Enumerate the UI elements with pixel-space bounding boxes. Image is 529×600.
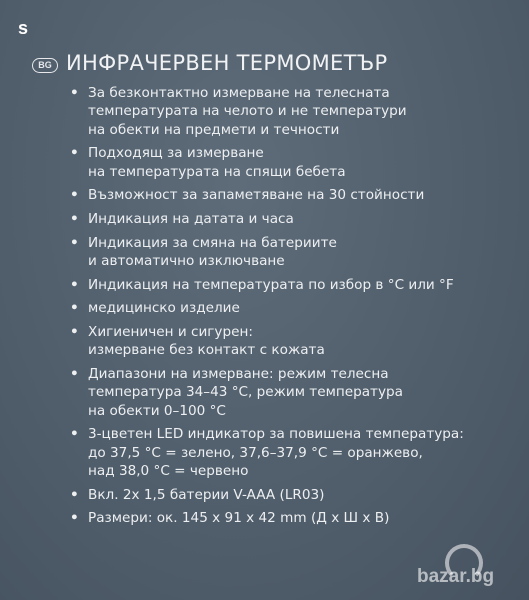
feature-line: на температурата на спящи бебета bbox=[88, 163, 346, 180]
feature-item bbox=[70, 144, 510, 181]
feature-line: Индикация на датата и часа bbox=[88, 211, 294, 227]
bullet-icon: • bbox=[70, 365, 79, 382]
bullet-icon: • bbox=[70, 187, 79, 204]
bullet-icon: • bbox=[70, 145, 79, 162]
feature-item bbox=[70, 486, 510, 504]
feature-list bbox=[70, 84, 510, 533]
feature-item bbox=[70, 323, 510, 360]
feature-line: Вкл. 2x 1,5 батерии V-AAA (LR03) bbox=[88, 486, 325, 503]
site-watermark bbox=[417, 552, 521, 588]
feature-line: Подходящ за измерване bbox=[88, 145, 264, 162]
feature-line: измерване без контакт с кожата bbox=[88, 342, 325, 359]
feature-item bbox=[70, 425, 510, 480]
feature-line: Диапазони на измерване: режим телесна bbox=[88, 365, 389, 382]
feature-line: на обекти на предмети и течности bbox=[88, 121, 340, 138]
feature-line: 3-цветен LED индикатор за повишена температура: bbox=[88, 426, 464, 443]
feature-item bbox=[70, 234, 510, 271]
bullet-icon: • bbox=[70, 300, 79, 317]
feature-line: Размери: ок. 145 x 91 x 42 mm (Д x Ш x В) bbox=[88, 510, 390, 527]
feature-line: медицинско изделие bbox=[88, 300, 240, 317]
feature-line: на обекти 0–100 °C bbox=[88, 402, 226, 419]
bullet-icon: • bbox=[70, 510, 79, 527]
feature-item bbox=[70, 186, 510, 204]
feature-line: Индикация за смяна на батериите bbox=[88, 234, 337, 251]
bullet-icon: • bbox=[70, 426, 79, 443]
feature-line: Възможност за запаметяване на 30 стойности bbox=[88, 187, 425, 204]
feature-line: За безконтактно измерване на телесната bbox=[88, 85, 390, 101]
bullet-icon: • bbox=[70, 486, 79, 503]
feature-item bbox=[70, 84, 510, 139]
feature-line: температура 34–43 °C, режим температура bbox=[88, 384, 403, 401]
bullet-icon: • bbox=[70, 234, 79, 251]
feature-item bbox=[70, 210, 510, 228]
feature-line: температурата на челото и не температури bbox=[88, 103, 407, 120]
language-badge: BG bbox=[32, 58, 58, 73]
corner-letter: s bbox=[18, 18, 29, 38]
product-heading: ИНФРАЧЕРВЕН ТЕРМОМЕТЪР bbox=[66, 51, 388, 75]
feature-item bbox=[70, 299, 510, 317]
feature-line: Хигиеничен и сигурен: bbox=[88, 323, 253, 340]
feature-line: до 37,5 °C = зелено, 37,6–37,9 °C = оранжево, bbox=[88, 444, 423, 461]
feature-item bbox=[70, 276, 510, 294]
bullet-icon: • bbox=[70, 276, 79, 293]
watermark-text: bazar.bg bbox=[417, 566, 495, 587]
feature-line: Индикация на температурата по избор в °C или °F bbox=[88, 276, 454, 293]
feature-line: и автоматично изключване bbox=[88, 253, 285, 269]
feature-line: над 38,0 °C = червено bbox=[88, 463, 249, 479]
feature-item bbox=[70, 365, 510, 420]
feature-item bbox=[70, 509, 510, 527]
bullet-icon: • bbox=[70, 85, 79, 101]
bullet-icon: • bbox=[70, 211, 79, 227]
bullet-icon: • bbox=[70, 323, 79, 340]
